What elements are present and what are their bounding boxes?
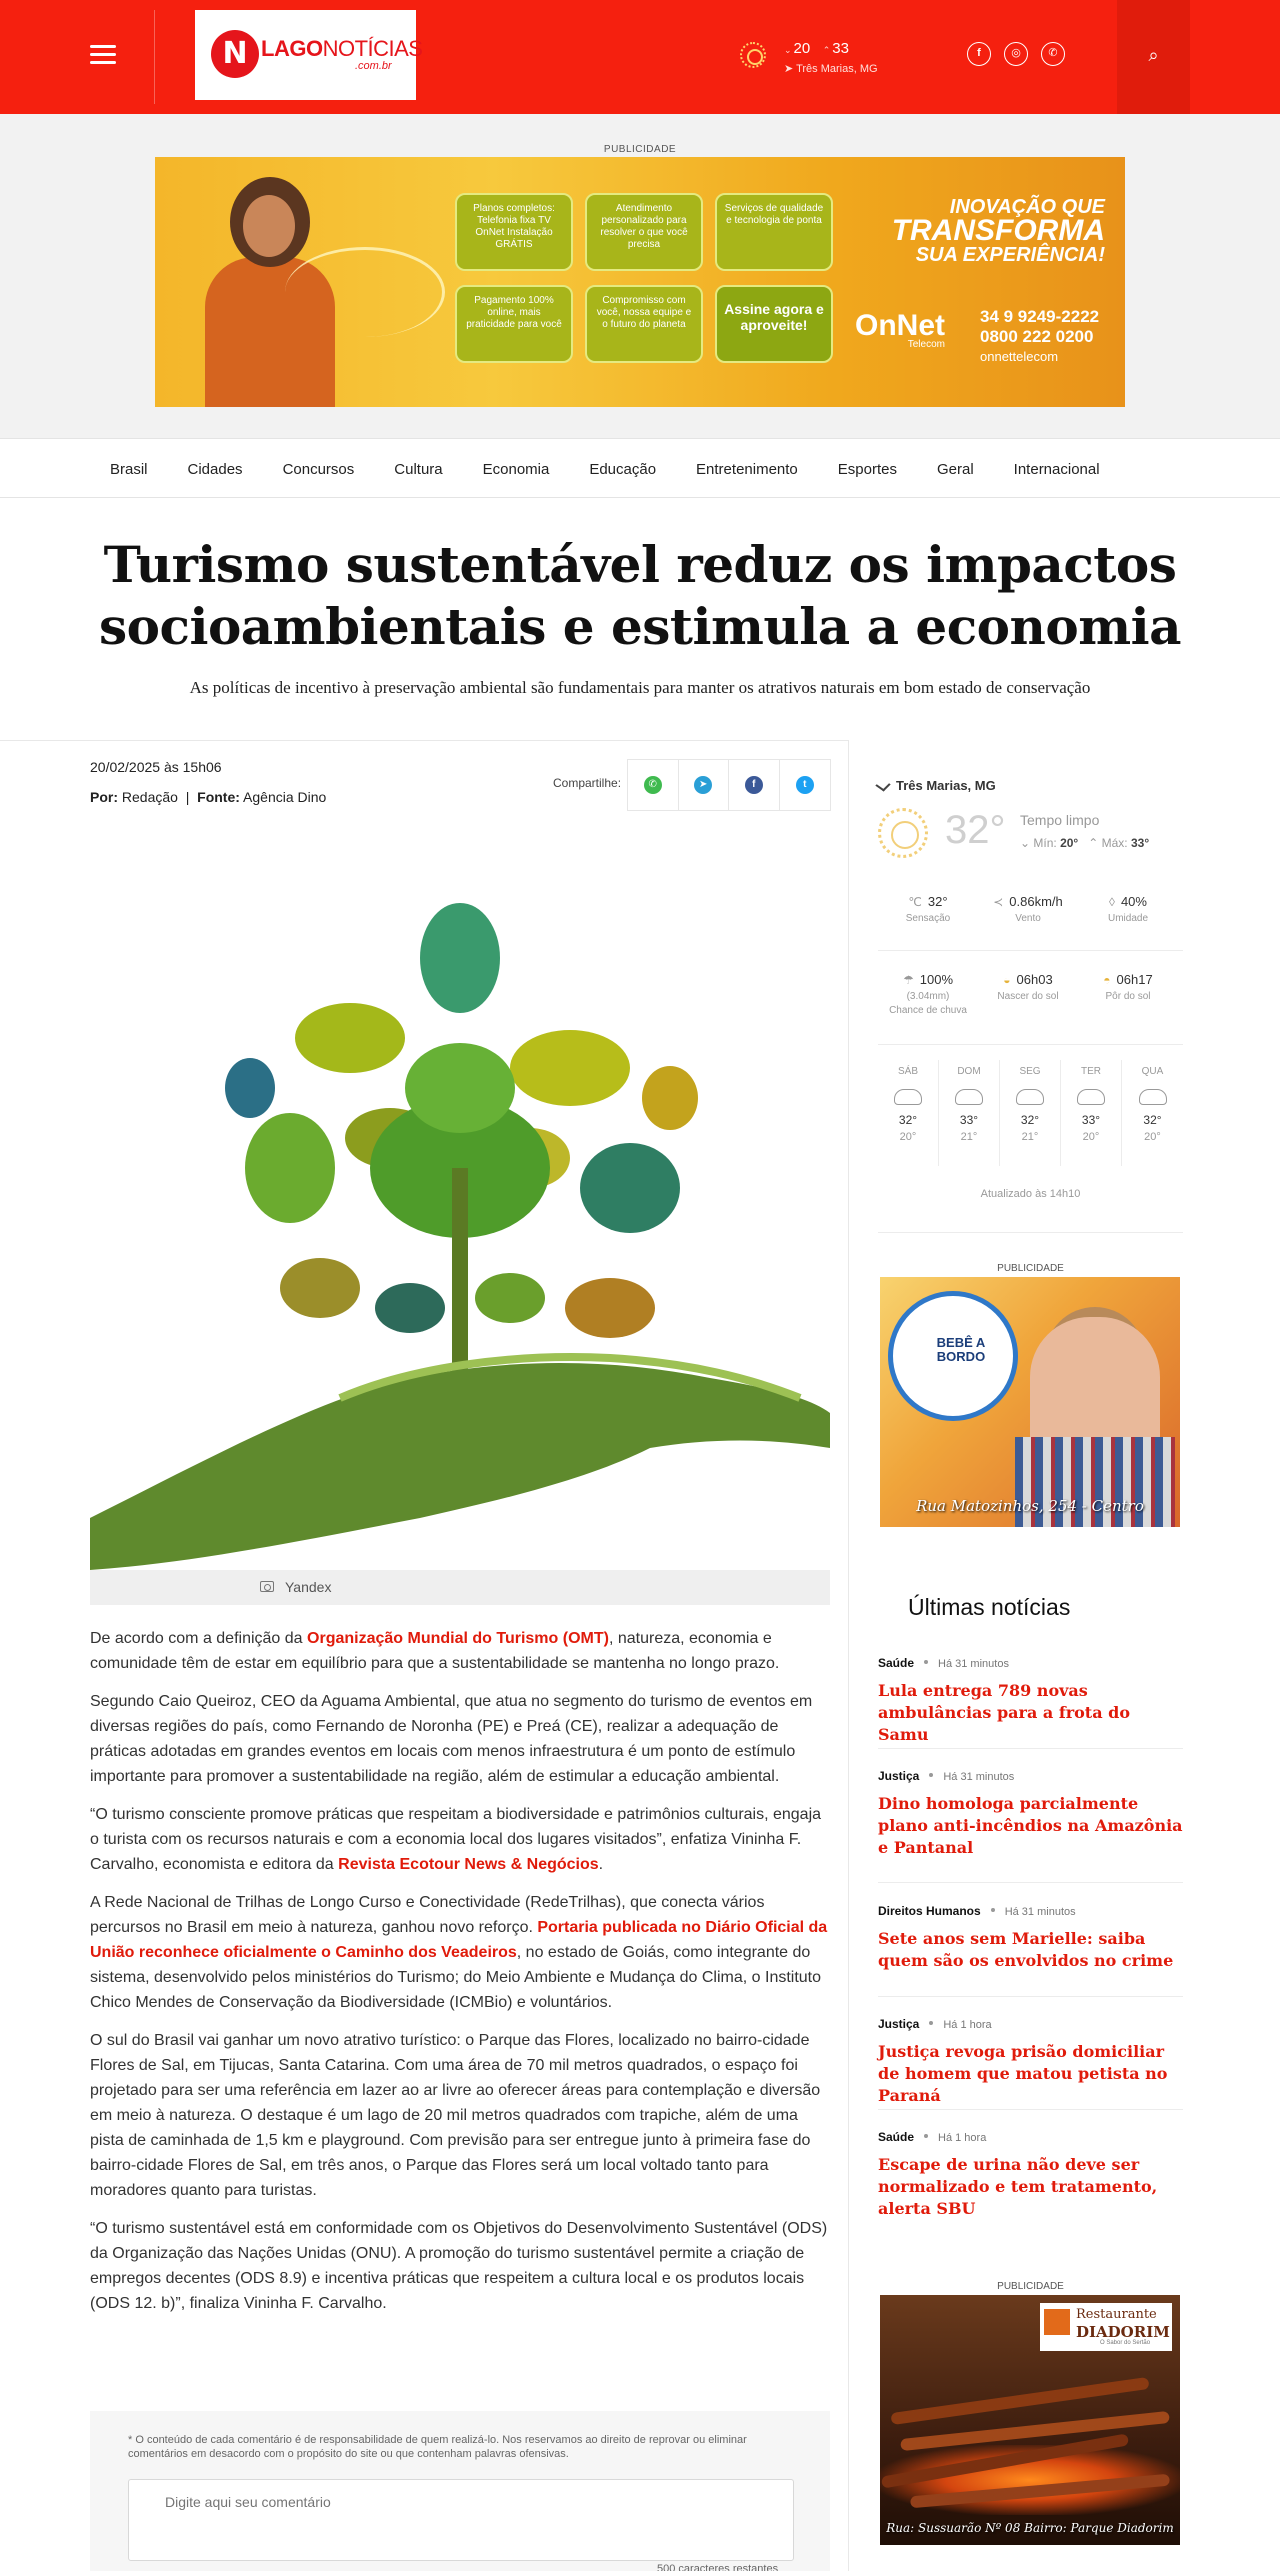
ad-feature: Serviços de qualidade e tecnologia de ponta [715,193,833,271]
ad-feature-grid [455,193,835,373]
weather-stat: ≺ 0.86km/h Vento [993,894,1063,924]
nav-item-internacional[interactable]: Internacional [1013,460,1100,478]
weather-stats-row-2 [878,972,1178,1032]
share-twitter-button[interactable] [780,760,831,810]
sunrise-icon: ◒ [1003,973,1011,987]
header-temp-max: 33 [832,40,849,57]
article-header [90,534,1190,658]
article-subtitle: As políticas de incentivo à preservação ambiental são fundamentais para manter os atrativos naturais em bom estado de conservação [189,678,1091,697]
news-item[interactable]: Justiça Há 1 hora Justiça revoga prisão domiciliar de homem que matou petista no Paraná [878,2015,1183,2107]
weather-minmax: ⌄ Mín: 20° ⌃ Máx: 33° [1020,836,1150,850]
weather-stat: ☂ 100% (3.04mm) Chance de chuva [889,972,967,1016]
news-item[interactable]: Saúde Há 1 hora Escape de urina não deve ser normalizado e tem tratamento, alerta SBU [878,2128,1183,2220]
whatsapp-icon[interactable]: ✆ [1041,42,1065,66]
weather-location: Três Marias, MG [878,778,996,793]
article-date: 20/02/2025 às 15h06 [90,759,222,775]
comment-input[interactable] [128,2479,794,2561]
article-paragraph: De acordo com a definição da Organização Mundial do Turismo (OMT), natureza, economia e comunidade têm de estar em equilíbrio para que a sustentabilidade se mantenha no longo prazo. [90,1630,780,1672]
ad-address: Rua: Sussuarão Nº 08 Bairro: Parque Diadorim [886,2521,1174,2535]
weather-stats-row [878,894,1178,954]
share-buttons [627,759,831,811]
news-item[interactable]: Saúde Há 31 minutos Lula entrega 789 novas ambulâncias para a frota do Samu [878,1654,1183,1746]
article-paragraph: Segundo Caio Queiroz, CEO da Aguama Ambiental, que atua no segmento do turismo de eventos em diversas regiões do país, como Fernando de Noronha (PE) e Preá (CE), realizar a adequação de práticas adotadas em grandes eventos em locais com menos infraestrutura é um ponto de estímulo importante para promover a sustentabilidade na região, além de estimular a educação ambiental. [90,1693,813,1785]
eco-hand-illustration [90,838,830,1570]
ad-address: Rua Matozinhos, 254 - Centro [916,1497,1144,1515]
bebe-a-bordo-ad[interactable] [880,1277,1180,1527]
comment-section [90,2411,830,2571]
logo-wordmark: LAGONOTÍCIAS [261,36,423,61]
ad-label: PUBLICIDADE [997,2281,1064,2292]
camera-icon [260,1581,274,1592]
sun-icon [740,42,766,68]
ad-logo: BEBÊ A BORDO [888,1291,1018,1421]
restaurant-logo: Restaurante DIADORIM O Sabor do Sertão [1040,2303,1172,2351]
weather-temp: 32° [945,808,1006,852]
nav-item-cidades[interactable]: Cidades [187,460,243,478]
cloud-icon [1016,1089,1044,1105]
onnet-ad-banner[interactable] [155,157,1125,407]
comment-char-counter: 500 caracteres restantes [657,2563,779,2571]
nav-item-entretenimento[interactable]: Entretenimento [696,460,798,478]
cloud-icon [1139,1089,1167,1105]
share-telegram-button[interactable] [679,760,730,810]
ad-slogan: INOVAÇÃO QUE TRANSFORMA SUA EXPERIÊNCIA! [891,196,1105,266]
news-headline[interactable]: Dino homologa parcialmente plano anti-incêndios na Amazônia e Pantanal [878,1794,1183,1857]
logo-mark: N [211,30,259,78]
weather-stat: ◊ 40% Umidade [1107,894,1149,924]
ad-cta: Assine agora e aproveite! [715,285,833,363]
news-item[interactable]: Direitos Humanos Há 31 minutos Sete anos sem Marielle: saiba quem são os envolvidos no crime [878,1902,1183,1972]
forecast-day: QUA 32° 20° [1122,1060,1183,1166]
news-headline[interactable]: Lula entrega 789 novas ambulâncias para a frota do Samu [878,1681,1130,1744]
restaurant-logo-icon [1044,2309,1070,2335]
telegram-icon: ➤ [694,776,712,794]
forecast-day: TER 33° 20° [1061,1060,1122,1166]
ad-phones: 34 9 9249-2222 0800 222 0200 onnettelecom [980,307,1100,364]
wind-icon: ≺ [993,895,1004,909]
forecast-day: SÁB 32° 20° [878,1060,939,1166]
location-icon [875,779,890,792]
comment-disclaimer: * O conteúdo de cada comentário é de responsabilidade de quem realizá-lo. Nos reservamos ao direito de reprovar ou eliminar comentários em desacordo com o propósito do site ou que contenham palavras ofensivas. [128,2434,747,2460]
ad-label: PUBLICIDADE [603,144,677,155]
forecast-day: SEG 32° 21° [1000,1060,1061,1166]
weather-updated: Atualizado às 14h10 [980,1188,1081,1200]
menu-icon[interactable] [90,45,116,65]
logo-domain: .com.br [355,60,392,72]
weather-stat: ◓ 06h17 Pôr do sol [1103,972,1153,1002]
instagram-icon[interactable]: ◎ [1004,42,1028,66]
news-headline[interactable]: Sete anos sem Marielle: saiba quem são os envolvidos no crime [878,1929,1174,1970]
humidity-icon: ◊ [1109,895,1115,909]
rain-icon: ☂ [902,973,914,987]
weather-stat: ◒ 06h03 Nascer do sol [997,972,1059,1002]
whatsapp-icon: ✆ [644,776,662,794]
sunset-icon: ◓ [1103,973,1111,987]
omt-link[interactable]: Organização Mundial do Turismo (OMT) [307,1630,609,1647]
facebook-icon: f [745,776,763,794]
ad-feature: Compromisso com você, nossa equipe e o futuro do planeta [585,285,703,363]
nav-item-geral[interactable]: Geral [936,460,974,478]
twitter-icon: t [796,776,814,794]
ad-feature: Atendimento personalizado para resolver o que você precisa [585,193,703,271]
news-item[interactable]: Justiça Há 31 minutos Dino homologa parcialmente plano anti-incêndios na Amazônia e Pantanal [878,1769,1183,1857]
nav-item-educacao[interactable]: Educação [589,460,657,478]
article-byline: Por: Redação | Fonte: Agência Dino [90,789,327,805]
article-image[interactable] [90,838,830,1570]
weather-forecast [878,1060,1183,1170]
facebook-icon[interactable]: f [967,42,991,66]
news-headline[interactable]: Escape de urina não deve ser normalizado e tem tratamento, alerta SBU [878,2155,1158,2218]
article-paragraph: O sul do Brasil vai ganhar um novo atrativo turístico: o Parque das Flores, localizado no bairro-cidade Flores de Sal, em Tijucas, Santa Catarina. Com uma área de 70 mil metros quadrados, o espaço foi projetado para ser uma referência em lazer ao ar livre ao oferecer áreas para contemplação e diversão em meio à natureza. O destaque é um lago de 20 mil metros quadrados com trapiche, além de uma pista de caminhada de 1,5 km e playground. Com previsão para ser entregue junto à primeira fase do bairro-cidade Flores de Sal, em três anos, o Parque das Flores será um local voltado tanto para moradores quanto para turistas. [90,2032,821,2199]
portaria-link[interactable]: Portaria publicada no Diário Oficial da União reconhece oficialmente o Caminho dos Veadeiros [90,1919,828,1961]
article-body [90,1626,830,2329]
ad-label: PUBLICIDADE [997,1263,1064,1274]
category-nav [0,438,1280,498]
restaurante-diadorim-ad[interactable] [880,2295,1180,2545]
latest-news-title: Últimas notícias [908,1594,1071,1620]
share-facebook-button[interactable] [729,760,780,810]
nav-item-concursos[interactable]: Concursos [282,460,355,478]
share-label: Compartilhe: [553,776,622,790]
nav-item-esportes[interactable]: Esportes [837,460,897,478]
article-title: Turismo sustentável reduz os impactos socioambientais e estimula a economia [99,535,1181,656]
search-button[interactable] [1117,0,1190,114]
weather-stat: ℃ 32° Sensação [905,894,951,924]
cloud-icon [955,1089,983,1105]
nav-item-economia[interactable]: Economia [482,460,550,478]
header-divider [154,10,155,104]
header-temp-min: 20 [793,40,811,57]
article-paragraph: “O turismo consciente promove práticas que respeitam a biodiversidade e patrimônios culturais, engaja o turista com os recursos naturais e com a economia local dos lugares visitados”, enfatiza Vininha F. Carvalho, economista e editora da Revista Ecotour News & Negócios. [90,1806,822,1873]
ad-brand: OnNet Telecom [855,309,945,350]
site-logo[interactable] [195,10,423,100]
article-paragraph: “O turismo sustentável está em conformidade com os Objetivos do Desenvolvimento Sustentável (ODS) da Organização das Nações Unidas (ONU). A promoção do turismo sustentável permite a criação de empregos decentes (ODS 8.9) e incentiva práticas que respeitem a cultura local e os produtos locais (ODS 12. b)”, finaliza Vininha F. Carvalho. [90,2220,828,2312]
header-temps: ⌄ 20 ⌃ 33 [784,40,849,57]
weather-condition: Tempo limpo [1020,812,1100,828]
share-whatsapp-button[interactable] [628,760,679,810]
nav-item-cultura[interactable]: Cultura [394,460,443,478]
site-header [0,0,1280,114]
cloud-icon [894,1089,922,1105]
thermometer-icon: ℃ [908,895,922,909]
nav-item-brasil[interactable]: Brasil [110,460,148,478]
cloud-icon [1077,1089,1105,1105]
ecotour-link[interactable]: Revista Ecotour News & Negócios [338,1856,599,1873]
sun-icon [878,808,928,858]
ad-feature: Planos completos: Telefonia fixa TV OnNet Instalação GRÁTIS [455,193,573,271]
image-caption: Yandex [90,1570,830,1605]
search-icon: ⌕ [1148,45,1159,65]
forecast-day: DOM 33° 21° [939,1060,1000,1166]
header-weather-city: ➤ Três Marias, MG [784,63,878,75]
ad-feature: Pagamento 100% online, mais praticidade para você [455,285,573,363]
news-headline[interactable]: Justiça revoga prisão domiciliar de homem que matou petista no Paraná [878,2042,1168,2105]
article-paragraph: A Rede Nacional de Trilhas de Longo Curso e Conectividade (RedeTrilhas), que conecta vários percursos no Brasil em meio à natureza, ganhou novo reforço. Portaria publicada no Diário Oficial da União reconhece oficialmente o Caminho dos Veadeiros, no estado de Goiás, como integrante do sistema, desenvolvido pelos ministérios do Turismo; do Meio Ambiente e Mudança do Clima, o Instituto Chico Mendes de Conservação da Biodiversidade (ICMBio) e voluntários. [90,1894,828,2011]
